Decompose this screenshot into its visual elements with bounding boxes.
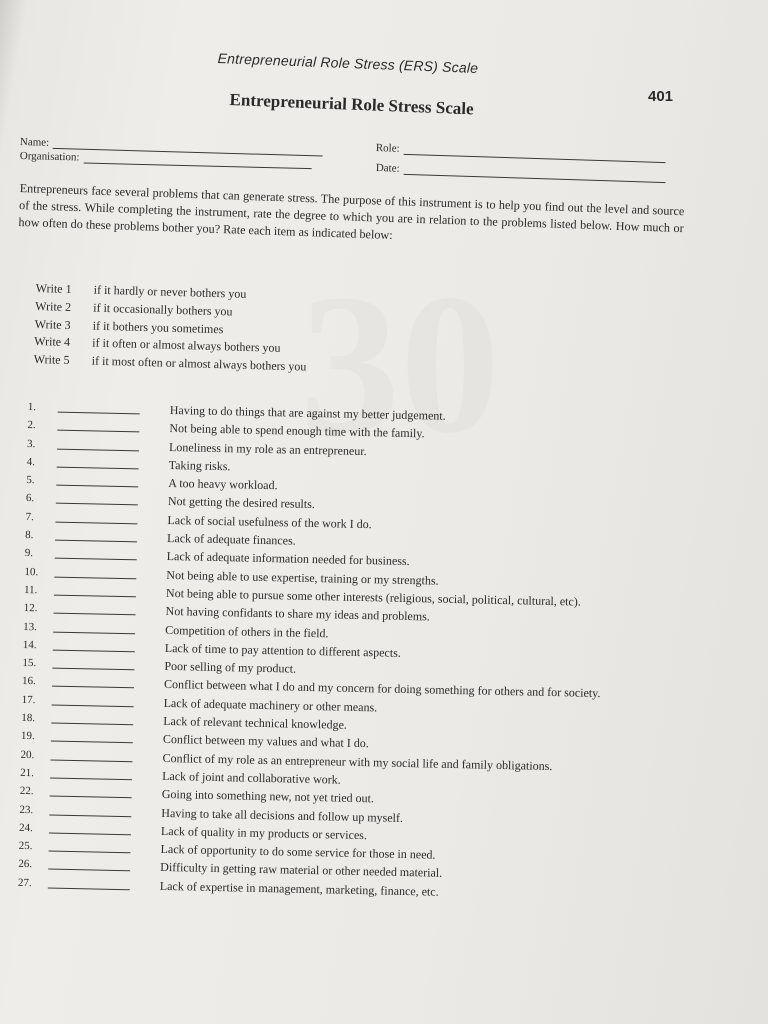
rating-blank[interactable] bbox=[54, 565, 136, 579]
date-field[interactable] bbox=[376, 162, 666, 183]
rating-blank[interactable] bbox=[56, 474, 138, 488]
item-number: 1. bbox=[27, 400, 37, 414]
scale-code: Write 5 bbox=[33, 352, 70, 368]
item-text: Not being able to use expertise, training or my strengths. bbox=[166, 567, 439, 588]
scale-title: Entrepreneurial Role Stress Scale bbox=[229, 90, 474, 119]
scale-code: Write 1 bbox=[35, 280, 72, 296]
item-number: 16. bbox=[21, 675, 36, 688]
scale-code: Write 3 bbox=[34, 316, 71, 332]
rating-blank[interactable] bbox=[57, 419, 139, 433]
rating-blank[interactable] bbox=[48, 858, 130, 872]
rating-blank[interactable] bbox=[50, 766, 132, 780]
item-text: Having to do things that are against my better judgement. bbox=[169, 402, 446, 423]
item-number: 14. bbox=[22, 638, 37, 652]
rating-blank[interactable] bbox=[57, 437, 139, 451]
item-text: Lack of adequate finances. bbox=[166, 531, 296, 548]
item-text: Lack of relevant technical knowledge. bbox=[163, 713, 348, 732]
item-text: Lack of social usefulness of the work I do. bbox=[167, 512, 372, 532]
rating-blank[interactable] bbox=[50, 748, 132, 762]
questionnaire-items bbox=[18, 400, 678, 908]
rating-blank[interactable] bbox=[58, 401, 140, 415]
item-number: 26. bbox=[18, 858, 33, 871]
rating-blank[interactable] bbox=[50, 785, 132, 799]
rating-blank[interactable] bbox=[54, 602, 136, 616]
item-text: Lack of quality in my products or services. bbox=[160, 823, 368, 843]
item-number: 13. bbox=[23, 620, 38, 633]
item-number: 23. bbox=[19, 803, 34, 816]
item-text: Conflict between my values and what I do. bbox=[162, 732, 369, 751]
rating-blank[interactable] bbox=[53, 620, 135, 634]
item-number: 12. bbox=[23, 602, 38, 615]
item-text: Not getting the desired results. bbox=[167, 494, 316, 512]
instructions-paragraph: Entrepreneurs face several problems that can generate stress. The purpose of this instrument is to help you find out the level and source of the stress. While completing the instrument, rate the degree to which you are in relation to the problems listed below. How much or how often do these problems bother you? Rate each item as indicated below: bbox=[18, 180, 685, 243]
item-number: 4. bbox=[26, 455, 36, 469]
item-text: Lack of adequate information needed for business. bbox=[166, 549, 410, 569]
rating-blank[interactable] bbox=[57, 456, 139, 470]
item-number: 9. bbox=[24, 547, 34, 560]
item-text: Going into something new, not yet tried out. bbox=[161, 787, 375, 806]
item-text: Not being able to spend enough time with the family. bbox=[169, 421, 425, 441]
item-number: 15. bbox=[22, 657, 37, 670]
scale-code: Write 2 bbox=[35, 298, 72, 314]
item-number: 25. bbox=[18, 840, 33, 853]
item-number: 20. bbox=[20, 748, 35, 761]
rating-blank[interactable] bbox=[54, 584, 136, 598]
rating-blank[interactable] bbox=[48, 876, 130, 890]
item-number: 10. bbox=[24, 565, 39, 578]
date-line[interactable] bbox=[403, 173, 665, 183]
rating-blank[interactable] bbox=[52, 693, 134, 707]
item-text: Loneliness in my role as an entrepreneur. bbox=[168, 439, 367, 458]
rating-blank[interactable] bbox=[56, 492, 138, 506]
item-text: Having to take all decisions and follow up myself. bbox=[161, 805, 404, 825]
item-number: 3. bbox=[26, 437, 36, 450]
item-text: Conflict between what I do and my concern for doing something for others and for society. bbox=[163, 677, 601, 701]
item-text: Lack of time to pay attention to different aspects. bbox=[164, 640, 401, 660]
item-number: 21. bbox=[20, 766, 35, 780]
item-text: Conflict of my role as an entrepreneur with my social life and family obligations. bbox=[162, 750, 553, 773]
item-number: 11. bbox=[23, 583, 38, 597]
item-number: 27. bbox=[17, 876, 32, 889]
item-number: 17. bbox=[21, 693, 36, 706]
rating-blank[interactable] bbox=[52, 657, 134, 671]
item-text: Not being able to pursue some other interests (religious, social, political, cultural, etc). bbox=[165, 585, 581, 609]
item-number: 19. bbox=[20, 730, 35, 743]
role-field[interactable] bbox=[376, 142, 666, 163]
item-text: Poor selling of my product. bbox=[164, 659, 297, 676]
item-number: 7. bbox=[25, 510, 34, 523]
rating-blank[interactable] bbox=[49, 803, 131, 817]
item-text: Lack of joint and collaborative work. bbox=[162, 768, 341, 787]
role-label: Role: bbox=[375, 142, 400, 155]
item-number: 22. bbox=[19, 785, 34, 798]
scale-text: if it bothers you sometimes bbox=[92, 318, 224, 336]
item-text: Lack of adequate machinery or other means. bbox=[163, 695, 378, 715]
rating-blank[interactable] bbox=[55, 510, 137, 524]
scale-text: if it occasionally bothers you bbox=[93, 300, 233, 319]
organisation-line[interactable] bbox=[83, 162, 311, 170]
rating-blank[interactable] bbox=[55, 529, 137, 543]
rating-blank[interactable] bbox=[51, 712, 133, 726]
page-number: 401 bbox=[648, 88, 674, 105]
item-number: 18. bbox=[21, 711, 36, 725]
item-text: Taking risks. bbox=[168, 457, 231, 474]
rating-blank[interactable] bbox=[55, 547, 137, 561]
item-number: 5. bbox=[26, 474, 35, 487]
item-text: Lack of opportunity to do some service for those in need. bbox=[160, 842, 436, 862]
rating-scale bbox=[34, 280, 309, 377]
scale-code: Write 4 bbox=[34, 334, 71, 350]
item-text: Difficulty in getting raw material or other needed material. bbox=[160, 860, 443, 881]
organisation-label: Organisation: bbox=[19, 150, 80, 164]
scale-text: if it often or almost always bothers you bbox=[92, 335, 281, 356]
role-line[interactable] bbox=[403, 153, 665, 163]
running-head: Entrepreneurial Role Stress (ERS) Scale bbox=[217, 50, 479, 76]
item-number: 6. bbox=[25, 492, 35, 505]
item-number: 2. bbox=[27, 419, 36, 432]
rating-blank[interactable] bbox=[49, 840, 131, 854]
date-label: Date: bbox=[375, 162, 400, 175]
item-text: Lack of expertise in management, marketing, finance, etc. bbox=[159, 878, 439, 899]
item-text: Not having confidants to share my ideas and problems. bbox=[165, 604, 430, 624]
scale-text: if it most often or almost always bothers you bbox=[91, 353, 307, 374]
item-number: 8. bbox=[25, 529, 34, 542]
rating-blank[interactable] bbox=[49, 821, 131, 835]
rating-blank[interactable] bbox=[51, 730, 133, 744]
rating-blank[interactable] bbox=[52, 675, 134, 689]
name-label: Name: bbox=[19, 136, 50, 149]
item-number: 24. bbox=[18, 821, 33, 835]
rating-blank[interactable] bbox=[53, 638, 135, 652]
item-text: Competition of others in the field. bbox=[165, 622, 329, 640]
item-text: A too heavy workload. bbox=[168, 476, 278, 493]
scale-text: if it hardly or never bothers you bbox=[93, 282, 247, 301]
